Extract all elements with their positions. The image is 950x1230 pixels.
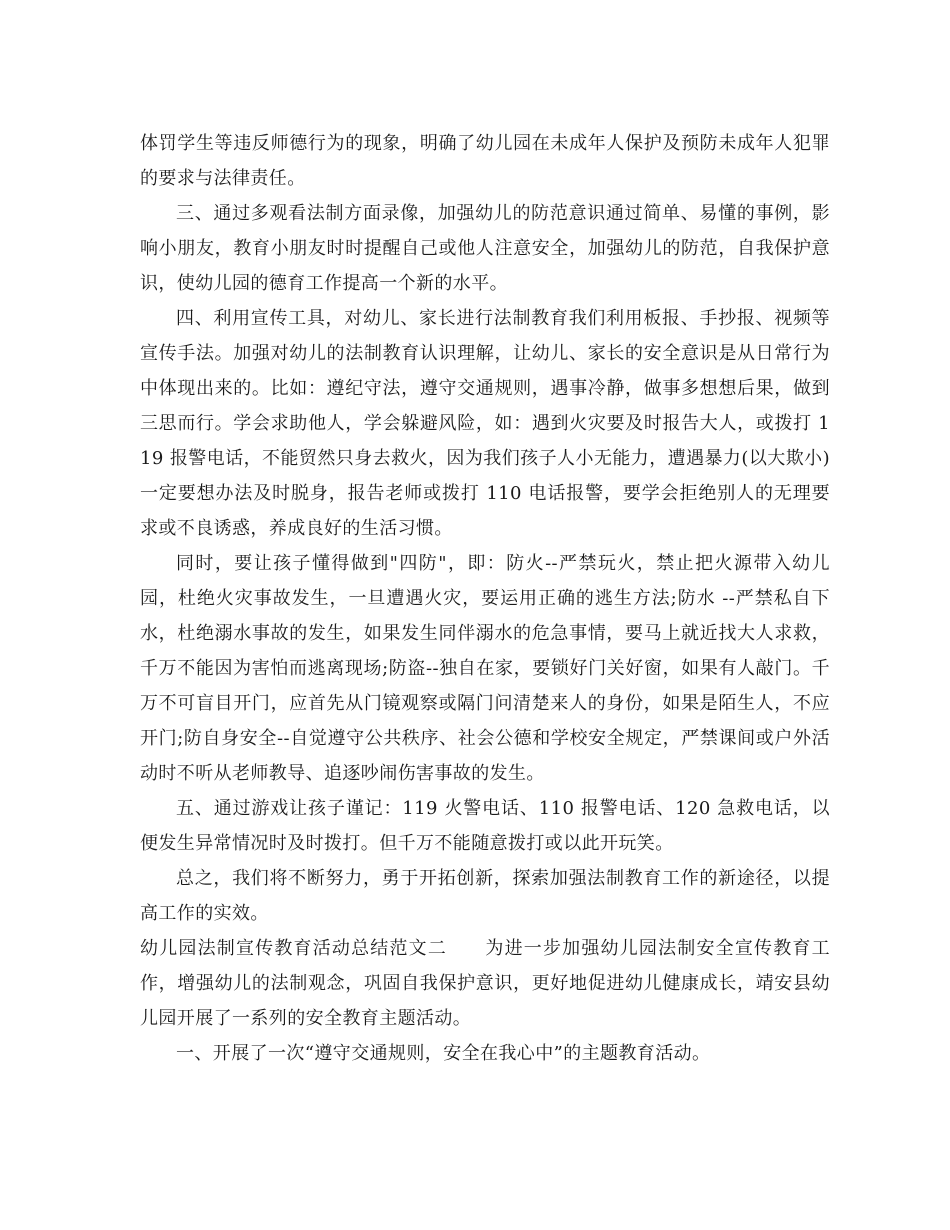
document-body [140, 126, 830, 1071]
paragraph-sample-two-heading: 幼儿园法制宣传教育活动总结范文二 为进一步加强幼儿园法制安全宣传教育工作，增强幼儿的法制观念，巩固自我保护意识，更好地促进幼儿健康成长，靖安县幼儿园开展了一系列的安全教育主题活动。 [140, 938, 830, 1029]
paragraph-item-three: 三、通过多观看法制方面录像，加强幼儿的防范意识通过简单、易懂的事例，影响小朋友，教育小朋友时时提醒自己或他人注意安全，加强幼儿的防范，自我保护意识，使幼儿园的德育工作提高一个新的水平。 [140, 203, 830, 294]
paragraph-continuation: 体罚学生等违反师德行为的现象，明确了幼儿园在未成年人保护及预防未成年人犯罪的要求与法律责任。 [140, 133, 830, 189]
paragraph-conclusion: 总之，我们将不断努力，勇于开拓创新，探索加强法制教育工作的新途径，以提高工作的实效。 [140, 868, 830, 924]
paragraph-item-four: 四、利用宣传工具，对幼儿、家长进行法制教育我们利用板报、手抄报、视频等宣传手法。加强对幼儿的法制教育认识理解，让幼儿、家长的安全意识是从日常行为中体现出来的。比如：遵纪守法，遵守交通规则，遇事冷静，做事多想想后果，做到三思而行。学会求助他人，学会躲避风险，如：遇到火灾要及时报告大人，或拨打 119 报警电话，不能贸然只身去救火，因为我们孩子人小无能力，遭遇暴力(以大欺小)一定要想办法及时脱身，报告老师或拨打 110 电话报警，要学会拒绝别人的无理要求或不良诱惑，养成良好的生活习惯。 [140, 308, 830, 539]
paragraph-sample-two-item-one: 一、开展了一次“遵守交通规则，安全在我心中”的主题教育活动。 [176, 1043, 711, 1064]
paragraph-four-defenses: 同时，要让孩子懂得做到"四防"，即：防火--严禁玩火，禁止把火源带入幼儿园，杜绝火灾事故发生，一旦遭遇火灾，要运用正确的逃生方法;防水 --严禁私自下水，杜绝溺水事故的发生，如果发生同伴溺水的危急事情，要马上就近找大人求救，千万不能因为害怕而逃离现场;防盗--独自在家，要锁好门关好窗，如果有人敲门。千万不可盲目开门，应首先从门镜观察或隔门问清楚来人的身份，如果是陌生人，不应开门;防自身安全--自觉遵守公共秩序、社会公德和学校安全规定，严禁课间或户外活动时不听从老师教导、追逐吵闹伤害事故的发生。 [140, 553, 830, 784]
paragraph-item-five: 五、通过游戏让孩子谨记：119 火警电话、110 报警电话、120 急救电话，以便发生异常情况时及时拨打。但千万不能随意拨打或以此开玩笑。 [140, 798, 830, 854]
